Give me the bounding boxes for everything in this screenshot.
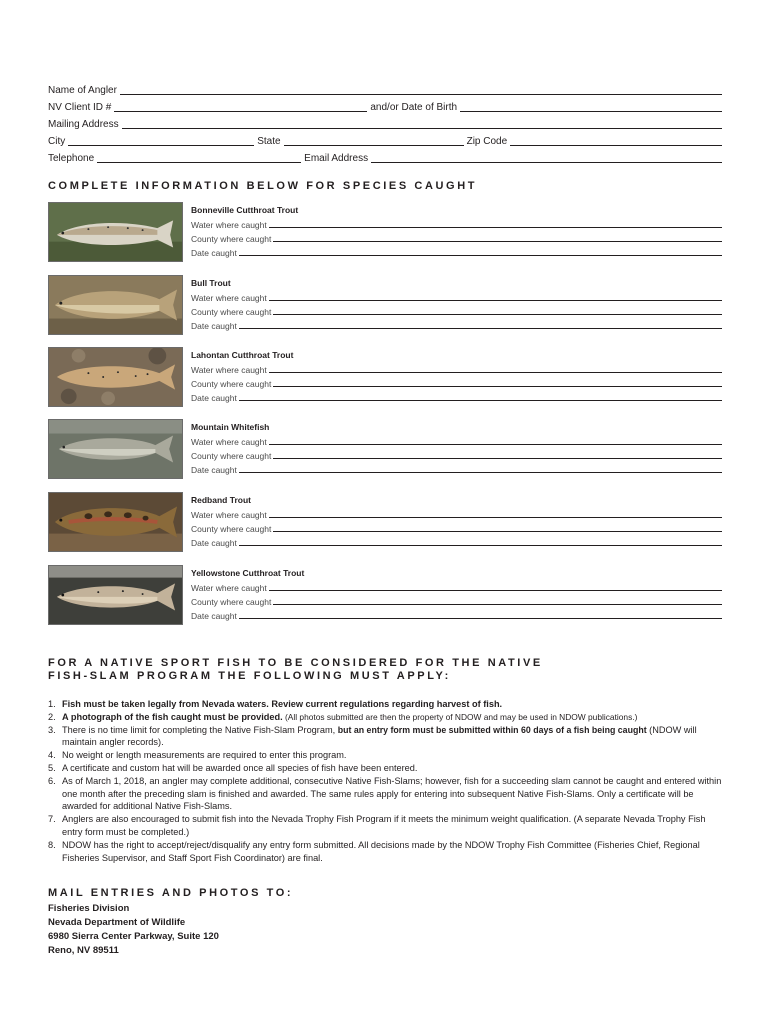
rule-text-bold: but an entry form must be submitted within 60 days of a fish being caught: [337, 724, 647, 735]
water-field-row: [191, 217, 722, 230]
rules-heading-line1: FOR A NATIVE SPORT FISH TO BE CONSIDERED FOR THE NATIVE: [48, 657, 543, 669]
water-input[interactable]: [269, 363, 722, 373]
water-field-row: [191, 507, 722, 520]
date-field-row: [191, 245, 722, 258]
rule-text: No weight or length measurements are required to enter this program.: [62, 750, 347, 761]
redband-trout-photo: [48, 492, 183, 552]
mailing-address-row: [48, 117, 722, 131]
species-section-heading: COMPLETE INFORMATION BELOW FOR SPECIES CAUGHT: [48, 180, 478, 192]
mail-heading: MAIL ENTRIES AND PHOTOS TO:: [48, 887, 294, 899]
rule-text: A certificate and custom hat will be awarded once all species of fish have been entered.: [62, 762, 418, 773]
species-name: Redband Trout: [191, 495, 251, 505]
client-id-row: [48, 100, 722, 114]
bull-trout-photo: [48, 275, 183, 335]
rules-heading-line2: FISH-SLAM PROGRAM THE FOLLOWING MUST APPLY:: [48, 670, 451, 682]
date-input[interactable]: [239, 536, 722, 546]
county-field-row: [191, 594, 722, 607]
species-name: Mountain Whitefish: [191, 422, 270, 432]
rule-text: (NDOW will maintain angler records).: [62, 724, 697, 748]
county-field-row: [191, 376, 722, 389]
city-field[interactable]: [68, 135, 254, 146]
mail-line: Fisheries Division: [48, 903, 130, 914]
water-label: Water where caught: [191, 220, 267, 230]
rule-number: 2.: [48, 711, 56, 722]
county-label: County where caught: [191, 524, 272, 534]
date-label: Date caught: [191, 321, 237, 331]
date-field-row: [191, 390, 722, 403]
telephone-field[interactable]: [97, 152, 301, 163]
telephone-label: Telephone: [48, 153, 95, 164]
yellowstone-cutthroat-photo: [48, 565, 183, 625]
rule-number: 6.: [48, 775, 56, 786]
rule-text: There is no time limit for completing the Native Fish-Slam Program,: [62, 724, 338, 735]
dob-field[interactable]: [460, 101, 722, 112]
county-label: County where caught: [191, 234, 272, 244]
client-id-label: NV Client ID #: [48, 102, 112, 113]
date-input[interactable]: [239, 609, 722, 619]
water-field-row: [191, 290, 722, 303]
telephone-email-row: [48, 151, 722, 165]
rule-number: 4.: [48, 750, 56, 761]
species-block-bull-trout: [48, 275, 722, 337]
rule-text: NDOW has the right to accept/reject/disqualify any entry form submitted. All decisions made by the NDOW Trophy Fish Committee (Fisheries Chief, Regional Fisheries Supervisor, and Staff Sport Fish Coordinator) are final.: [62, 839, 700, 863]
water-field-row: [191, 434, 722, 447]
species-name: Lahontan Cutthroat Trout: [191, 350, 294, 360]
water-field-row: [191, 580, 722, 593]
water-input[interactable]: [269, 291, 722, 301]
rule-item: [48, 839, 722, 865]
city-label: City: [48, 136, 66, 147]
rule-text: As of March 1, 2018, an angler may complete additional, consecutive Native Fish-Slams; however, fish for a succeeding slam cannot be caught and entered within one month after the preceding slam is finished and awarded. The same rules apply for entering into subsequent Native Fish-Slams. Only a certificate will be awarded for additional Native Fish-Slams.: [62, 775, 722, 812]
species-name: Bull Trout: [191, 278, 231, 288]
rules-list: [48, 698, 722, 864]
county-field-row: [191, 521, 722, 534]
date-field-row: [191, 318, 722, 331]
angler-name-field[interactable]: [120, 84, 722, 95]
water-label: Water where caught: [191, 510, 267, 520]
date-input[interactable]: [239, 391, 722, 401]
zip-label: Zip Code: [466, 136, 508, 147]
rule-item: [48, 762, 722, 775]
county-label: County where caught: [191, 379, 272, 389]
state-label: State: [257, 136, 281, 147]
date-input[interactable]: [239, 246, 722, 256]
county-label: County where caught: [191, 307, 272, 317]
date-field-row: [191, 462, 722, 475]
email-label: Email Address: [304, 153, 369, 164]
county-field-row: [191, 231, 722, 244]
species-block-bonneville: [48, 202, 722, 264]
date-input[interactable]: [239, 319, 722, 329]
county-label: County where caught: [191, 597, 272, 607]
client-id-field[interactable]: [114, 101, 367, 112]
county-field-row: [191, 304, 722, 317]
lahontan-cutthroat-photo: [48, 347, 183, 407]
rule-number: 5.: [48, 762, 56, 773]
species-name: Yellowstone Cutthroat Trout: [191, 568, 305, 578]
date-field-row: [191, 608, 722, 621]
water-input[interactable]: [269, 508, 722, 518]
county-label: County where caught: [191, 451, 272, 461]
rule-text: (All photos submitted are then the property of NDOW and may be used in NDOW publications.): [282, 711, 638, 722]
date-label: Date caught: [191, 248, 237, 258]
rule-item: [48, 775, 722, 813]
city-state-zip-row: [48, 134, 722, 148]
date-label: Date caught: [191, 465, 237, 475]
water-label: Water where caught: [191, 293, 267, 303]
mountain-whitefish-photo: [48, 419, 183, 479]
county-input[interactable]: [273, 595, 722, 605]
rule-number: 8.: [48, 839, 56, 850]
county-input[interactable]: [273, 522, 722, 532]
species-block-yellowstone: [48, 565, 722, 627]
rule-item: [48, 711, 722, 724]
rule-number: 7.: [48, 814, 56, 825]
species-name: Bonneville Cutthroat Trout: [191, 205, 299, 215]
rule-text-bold: Fish must be taken legally from Nevada waters. Review current regulations regarding harvest of fish.: [62, 699, 503, 709]
mail-line: 6980 Sierra Center Parkway, Suite 120: [48, 931, 219, 942]
angler-name-row: [48, 83, 722, 97]
angler-name-label: Name of Angler: [48, 85, 117, 96]
bonneville-cutthroat-photo: [48, 202, 183, 262]
rule-number: 1.: [48, 699, 56, 709]
water-label: Water where caught: [191, 365, 267, 375]
date-input[interactable]: [239, 463, 722, 473]
date-label: Date caught: [191, 538, 237, 548]
water-field-row: [191, 362, 722, 375]
species-block-whitefish: [48, 419, 722, 481]
state-field[interactable]: [284, 135, 464, 146]
email-field[interactable]: [371, 152, 722, 163]
rule-item: [48, 724, 722, 750]
species-block-redband: [48, 492, 722, 554]
species-block-lahontan: [48, 347, 722, 409]
rule-number: 3.: [48, 724, 56, 735]
mailing-address-label: Mailing Address: [48, 119, 119, 130]
county-input[interactable]: [273, 377, 722, 387]
county-input[interactable]: [273, 232, 722, 242]
rule-item: [48, 749, 722, 762]
date-label: Date caught: [191, 611, 237, 621]
water-label: Water where caught: [191, 437, 267, 447]
rule-text: Anglers are also encouraged to submit fish into the Nevada Trophy Fish Program if it meets the minimum weight qualification. (A separate Nevada Trophy Fish entry form must be completed.): [62, 814, 706, 837]
mailing-address-block: [48, 902, 219, 958]
mail-line: Reno, NV 89511: [48, 945, 119, 956]
rule-item: [48, 698, 722, 711]
dob-label: and/or Date of Birth: [370, 102, 458, 113]
water-label: Water where caught: [191, 583, 267, 593]
rule-item: [48, 813, 722, 839]
rule-text-bold: A photograph of the fish caught must be provided.: [62, 711, 283, 722]
county-field-row: [191, 448, 722, 461]
zip-field[interactable]: [510, 135, 722, 146]
water-input[interactable]: [269, 218, 722, 228]
county-input[interactable]: [273, 449, 722, 459]
date-field-row: [191, 535, 722, 548]
water-input[interactable]: [269, 435, 722, 445]
date-label: Date caught: [191, 393, 237, 403]
water-input[interactable]: [269, 581, 722, 591]
mailing-address-field[interactable]: [122, 118, 722, 129]
mail-line: Nevada Department of Wildlife: [48, 917, 186, 928]
county-input[interactable]: [273, 305, 722, 315]
